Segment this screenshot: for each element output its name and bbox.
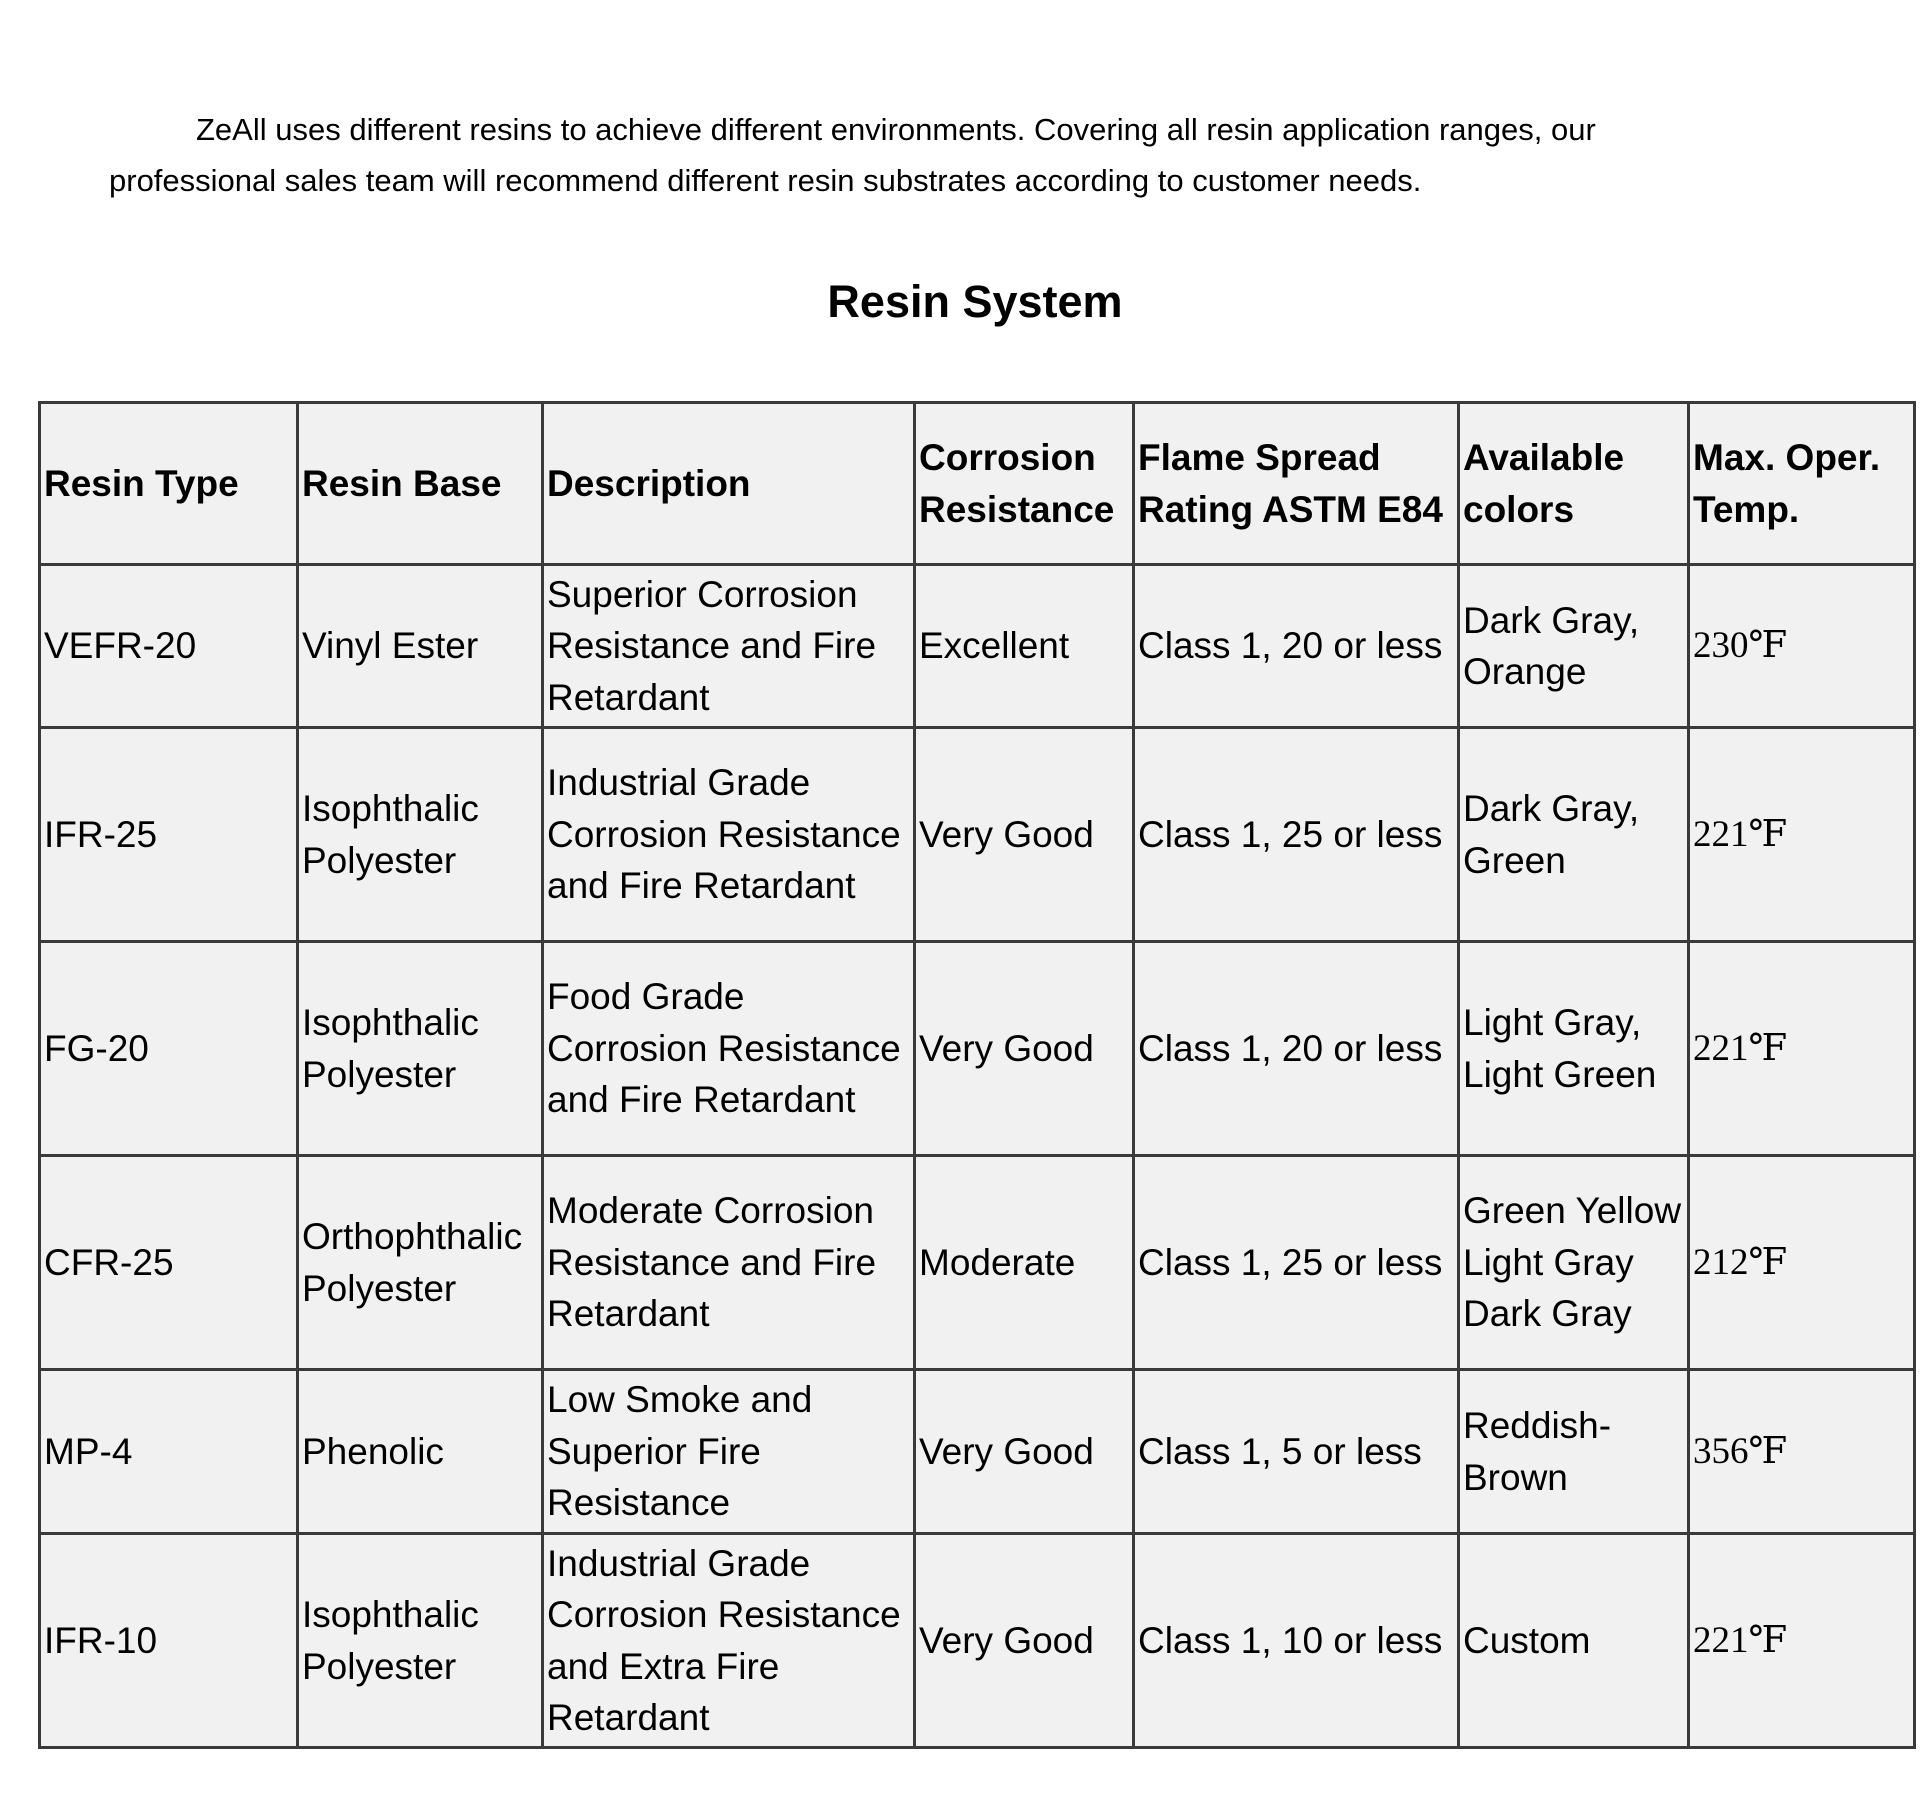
page-title: Resin System <box>827 276 1123 327</box>
intro-paragraph <box>109 104 1809 206</box>
header-flame-spread: Flame Spread Rating ASTM E84 <box>1134 403 1459 565</box>
cell-max-temp: 230℉ <box>1689 565 1915 728</box>
cell-corrosion-resistance: Very Good <box>915 728 1134 942</box>
cell-resin-base: Isophthalic Polyester <box>298 1534 543 1748</box>
cell-available-colors: Green Yellow Light Gray Dark Gray <box>1459 1156 1689 1370</box>
cell-available-colors: Dark Gray, Green <box>1459 728 1689 942</box>
cell-resin-type: FG-20 <box>40 942 298 1156</box>
cell-flame-spread: Class 1, 20 or less <box>1134 565 1459 728</box>
cell-description: Food Grade Corrosion Resistance and Fire Retardant <box>543 942 915 1156</box>
cell-resin-type: VEFR-20 <box>40 565 298 728</box>
header-resin-base: Resin Base <box>298 403 543 565</box>
cell-corrosion-resistance: Very Good <box>915 942 1134 1156</box>
cell-resin-base: Vinyl Ester <box>298 565 543 728</box>
cell-resin-base: Phenolic <box>298 1370 543 1534</box>
cell-resin-base: Orthophthalic Polyester <box>298 1156 543 1370</box>
cell-corrosion-resistance: Moderate <box>915 1156 1134 1370</box>
cell-resin-base: Isophthalic Polyester <box>298 728 543 942</box>
cell-available-colors: Dark Gray, Orange <box>1459 565 1689 728</box>
cell-description: Industrial Grade Corrosion Resistance and Extra Fire Retardant <box>543 1534 915 1748</box>
cell-corrosion-resistance: Excellent <box>915 565 1134 728</box>
header-available-colors: Available colors <box>1459 403 1689 565</box>
cell-flame-spread: Class 1, 25 or less <box>1134 1156 1459 1370</box>
cell-resin-type: MP-4 <box>40 1370 298 1534</box>
cell-resin-type: CFR-25 <box>40 1156 298 1370</box>
table-row <box>40 942 1915 1156</box>
cell-max-temp: 212℉ <box>1689 1156 1915 1370</box>
table-row <box>40 1370 1915 1534</box>
cell-max-temp: 221℉ <box>1689 728 1915 942</box>
header-corrosion-resistance: Corrosion Resistance <box>915 403 1134 565</box>
intro-line-2: professional sales team will recommend different resin substrates according to customer needs. <box>109 163 1422 198</box>
table-header-row <box>40 403 1915 565</box>
header-resin-type: Resin Type <box>40 403 298 565</box>
table-row <box>40 728 1915 942</box>
header-description: Description <box>543 403 915 565</box>
cell-description: Superior Corrosion Resistance and Fire Retardant <box>543 565 915 728</box>
cell-corrosion-resistance: Very Good <box>915 1534 1134 1748</box>
table-row <box>40 565 1915 728</box>
resin-system-table <box>38 401 1916 1749</box>
cell-description: Moderate Corrosion Resistance and Fire Retardant <box>543 1156 915 1370</box>
header-max-temp: Max. Oper. Temp. <box>1689 403 1915 565</box>
cell-description: Low Smoke and Superior Fire Resistance <box>543 1370 915 1534</box>
cell-resin-type: IFR-10 <box>40 1534 298 1748</box>
cell-available-colors: Custom <box>1459 1534 1689 1748</box>
table-row <box>40 1534 1915 1748</box>
cell-flame-spread: Class 1, 5 or less <box>1134 1370 1459 1534</box>
cell-flame-spread: Class 1, 20 or less <box>1134 942 1459 1156</box>
cell-corrosion-resistance: Very Good <box>915 1370 1134 1534</box>
cell-max-temp: 221℉ <box>1689 1534 1915 1748</box>
cell-available-colors: Reddish-Brown <box>1459 1370 1689 1534</box>
cell-max-temp: 221℉ <box>1689 942 1915 1156</box>
cell-max-temp: 356℉ <box>1689 1370 1915 1534</box>
table-row <box>40 1156 1915 1370</box>
cell-resin-type: IFR-25 <box>40 728 298 942</box>
cell-resin-base: Isophthalic Polyester <box>298 942 543 1156</box>
cell-flame-spread: Class 1, 10 or less <box>1134 1534 1459 1748</box>
cell-description: Industrial Grade Corrosion Resistance and Fire Retardant <box>543 728 915 942</box>
cell-flame-spread: Class 1, 25 or less <box>1134 728 1459 942</box>
cell-available-colors: Light Gray, Light Green <box>1459 942 1689 1156</box>
intro-line-1: ZeAll uses different resins to achieve different environments. Covering all resin application ranges, our <box>196 112 1596 147</box>
